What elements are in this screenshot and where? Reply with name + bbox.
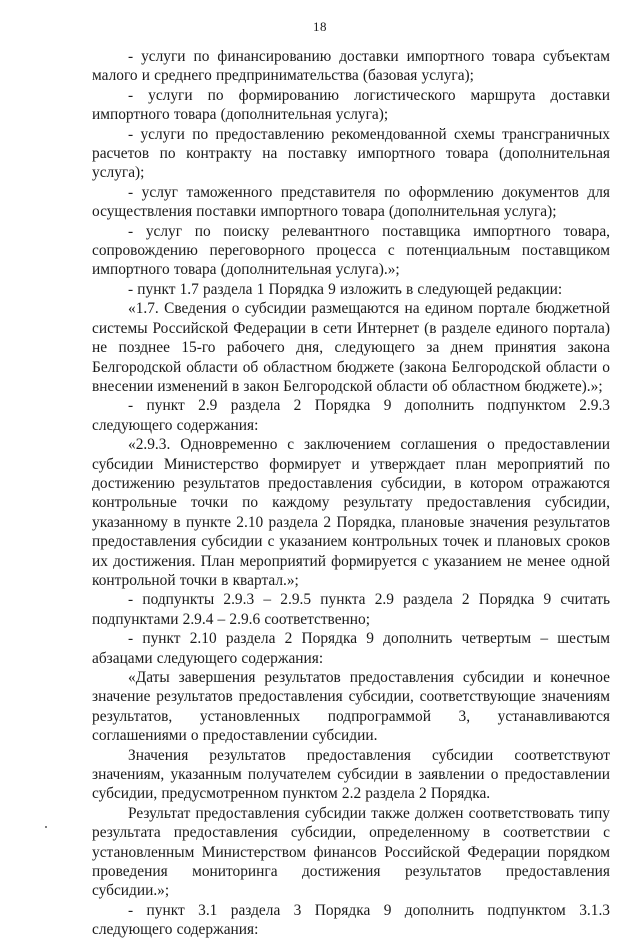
paragraph-clause-2-9-3: «2.9.3. Одновременно с заключением соглашения о предоставлении субсидии Министерство формирует и утверждает план мероприятий по достижению результатов предоставления субсидии, в котором отражаются контрольные точки по каждому результату предоставления субсидии, указанному в пункте 2.10 раздела 2 Порядка, плановые значения результатов предоставления субсидии с указанием контрольных точек и плановых сроков их достижения. План мероприятий формируется с указанием не менее одной контрольной точки в квартал.»; [92, 436, 610, 589]
paragraph-renumber-subclauses: - подпункты 2.9.3 – 2.9.5 пункта 2.9 раздела 2 Порядка 9 считать подпунктами 2.9.4 – 2.9.6 соответственно; [92, 591, 610, 628]
paragraph-service-supplier-search: - услуг по поиску релевантного поставщика импортного товара, сопровождению переговорного процесса с потенциальным поставщиком импортного товара (дополнительная услуга).»; [92, 222, 610, 279]
paragraph-result-type: Результат предоставления субсидии также должен соответствовать типу результата предоставления субсидии, определенному в соответствии с установленным Министерством финансов Российской Федерации порядком проведения мониторинга достижения результатов предоставления субсидии.»; [92, 804, 610, 900]
paragraph-service-logistics: - услуги по формированию логистического маршрута доставки импортного товара (дополнительная услуга); [92, 86, 610, 124]
paragraph-values-results: Значения результатов предоставления субсидии соответствуют значениям, указанным получателем субсидии в заявлении о предоставлении субсидии, предусмотренном пунктом 2.2 раздела 2 Порядка. [92, 746, 610, 803]
paragraph-service-settlements: - услуги по предоставлению рекомендованной схемы трансграничных расчетов по контракту на поставку импортного товара (дополнительная услуга); [92, 125, 610, 182]
paragraph-service-customs: - услуг таможенного представителя по оформлению документов для осуществления поставки импортного товара (дополнительная услуга); [92, 183, 610, 221]
paragraph-amend-2-9: - пункт 2.9 раздела 2 Порядка 9 дополнить подпунктом 2.9.3 следующего содержания: [92, 397, 610, 434]
scan-speck [45, 826, 47, 828]
paragraph-clause-1-7: «1.7. Сведения о субсидии размещаются на едином портале бюджетной системы Российской Федерации в сети Интернет (в разделе единого портала) не позднее 15-го рабочего дня, следующего за днем принятия закона Белгородской области об областном бюджете (закона Белгородской области о внесении изменений в закон Белгородской области об областном бюджете).»; [92, 300, 610, 395]
paragraph-service-financing: - услуги по финансированию доставки импортного товара субъектам малого и среднего предпринимательства (базовая услуга); [92, 48, 610, 85]
paragraph-amend-1-7: - пункт 1.7 раздела 1 Порядка 9 изложить в следующей редакции: [128, 280, 563, 298]
paragraph-amend-3-1: - пункт 3.1 раздела 3 Порядка 9 дополнить подпунктом 3.1.3 следующего содержания: [92, 901, 610, 939]
document-body [92, 47, 610, 940]
paragraph-dates-completion: «Даты завершения результатов предоставления субсидии и конечное значение результатов предоставления субсидии, соответствующие значениям результатов, установленных подпрограммой 3, устанавливаются соглашениями о предоставлении субсидии. [92, 669, 610, 745]
paragraph-amend-2-10: - пункт 2.10 раздела 2 Порядка 9 дополнить четвертым – шестым абзацами следующего содержания: [92, 630, 610, 667]
page-number: 18 [313, 19, 327, 34]
